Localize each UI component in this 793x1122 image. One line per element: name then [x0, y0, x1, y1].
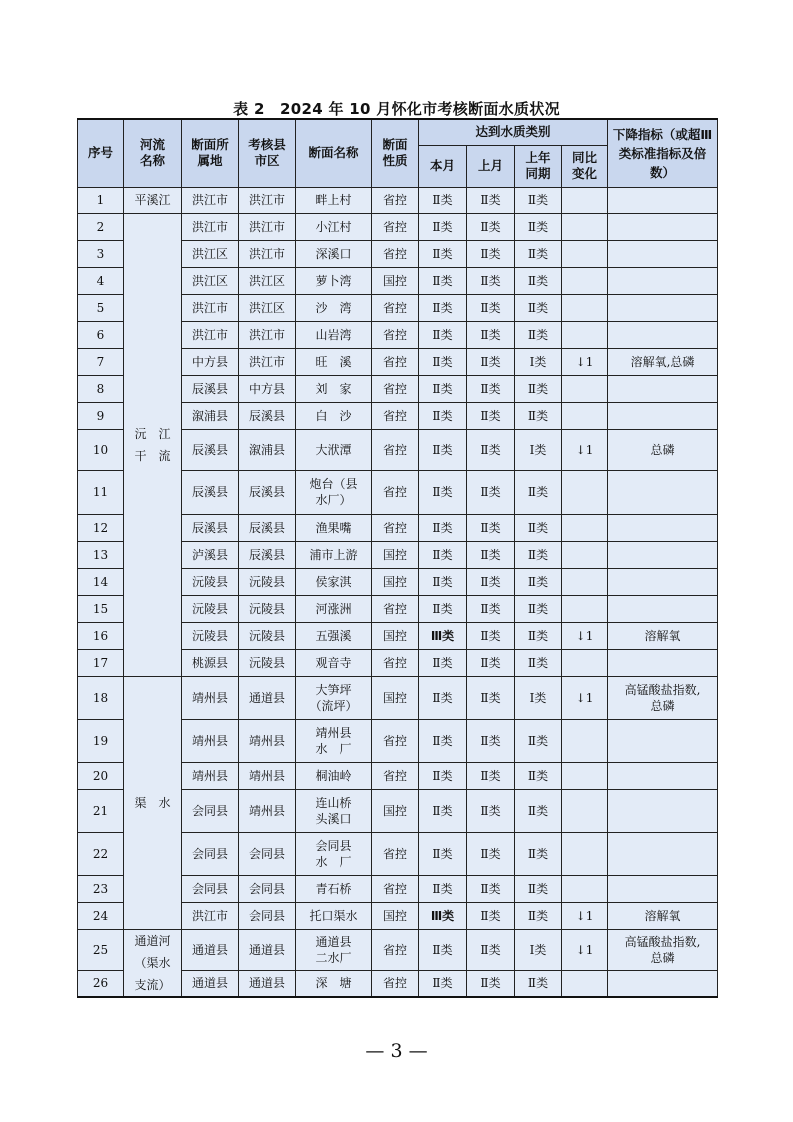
cell-seq: 3	[78, 240, 124, 267]
cell-located: 辰溪县	[182, 514, 239, 541]
cell-located: 靖州县	[182, 762, 239, 789]
cell-county: 辰溪县	[239, 514, 296, 541]
cell-nature: 国控	[372, 541, 419, 568]
cell-this-month: Ⅱ类	[419, 267, 467, 294]
cell-yoy	[562, 762, 608, 789]
cell-last-month: Ⅱ类	[467, 541, 515, 568]
cell-section: 刘 家	[296, 375, 372, 402]
header-last-year: 上年同期	[515, 145, 562, 187]
cell-last-year: Ⅱ类	[515, 875, 562, 902]
cell-nature: 省控	[372, 429, 419, 470]
header-category-group: 达到水质类别	[419, 119, 608, 145]
cell-located: 洪江区	[182, 240, 239, 267]
cell-county: 洪江区	[239, 294, 296, 321]
cell-last-month: Ⅱ类	[467, 321, 515, 348]
cell-indicator	[608, 402, 718, 429]
cell-section: 靖州县 水 厂	[296, 719, 372, 762]
cell-county: 沅陵县	[239, 595, 296, 622]
cell-county: 洪江区	[239, 267, 296, 294]
cell-river: 通道河 （渠水 支流）	[124, 929, 182, 997]
cell-nature: 省控	[372, 402, 419, 429]
cell-seq: 6	[78, 321, 124, 348]
cell-seq: 5	[78, 294, 124, 321]
cell-section: 沙 湾	[296, 294, 372, 321]
cell-last-year: Ⅰ类	[515, 676, 562, 719]
cell-last-year: Ⅱ类	[515, 294, 562, 321]
cell-last-month: Ⅱ类	[467, 267, 515, 294]
cell-indicator	[608, 649, 718, 676]
cell-section: 山岩湾	[296, 321, 372, 348]
cell-last-month: Ⅱ类	[467, 429, 515, 470]
cell-this-month: Ⅱ类	[419, 294, 467, 321]
cell-this-month: Ⅱ类	[419, 240, 467, 267]
cell-seq: 24	[78, 902, 124, 929]
cell-this-month: Ⅲ类	[419, 622, 467, 649]
cell-indicator: 溶解氧	[608, 622, 718, 649]
cell-indicator	[608, 568, 718, 595]
cell-this-month: Ⅱ类	[419, 402, 467, 429]
page-number: — 3 —	[365, 1040, 428, 1062]
cell-located: 洪江市	[182, 902, 239, 929]
cell-last-year: Ⅱ类	[515, 514, 562, 541]
cell-last-year: Ⅱ类	[515, 187, 562, 213]
cell-last-month: Ⅱ类	[467, 470, 515, 514]
cell-county: 辰溪县	[239, 470, 296, 514]
cell-section: 小江村	[296, 213, 372, 240]
cell-seq: 10	[78, 429, 124, 470]
cell-last-month: Ⅱ类	[467, 568, 515, 595]
cell-located: 沅陵县	[182, 568, 239, 595]
cell-yoy: ↓1	[562, 348, 608, 375]
cell-county: 辰溪县	[239, 402, 296, 429]
cell-section: 深溪口	[296, 240, 372, 267]
cell-county: 洪江市	[239, 240, 296, 267]
cell-located: 溆浦县	[182, 402, 239, 429]
cell-nature: 省控	[372, 375, 419, 402]
cell-located: 沅陵县	[182, 622, 239, 649]
cell-nature: 国控	[372, 902, 419, 929]
table-row	[78, 187, 718, 213]
cell-yoy	[562, 267, 608, 294]
cell-nature: 省控	[372, 321, 419, 348]
cell-last-year: Ⅱ类	[515, 970, 562, 997]
cell-last-month: Ⅱ类	[467, 649, 515, 676]
cell-this-month: Ⅱ类	[419, 514, 467, 541]
header-nature: 断面性质	[372, 119, 419, 187]
cell-yoy	[562, 187, 608, 213]
cell-nature: 省控	[372, 762, 419, 789]
cell-this-month: Ⅱ类	[419, 762, 467, 789]
cell-seq: 13	[78, 541, 124, 568]
cell-located: 辰溪县	[182, 429, 239, 470]
cell-section: 托口渠水	[296, 902, 372, 929]
cell-nature: 省控	[372, 514, 419, 541]
cell-this-month: Ⅱ类	[419, 348, 467, 375]
cell-located: 中方县	[182, 348, 239, 375]
cell-county: 洪江市	[239, 187, 296, 213]
cell-seq: 7	[78, 348, 124, 375]
cell-indicator	[608, 470, 718, 514]
cell-last-month: Ⅱ类	[467, 929, 515, 970]
cell-yoy	[562, 375, 608, 402]
cell-yoy	[562, 789, 608, 832]
cell-section: 畔上村	[296, 187, 372, 213]
cell-county: 中方县	[239, 375, 296, 402]
header-seq: 序号	[78, 119, 124, 187]
cell-indicator	[608, 789, 718, 832]
cell-section: 观音寺	[296, 649, 372, 676]
cell-located: 洪江市	[182, 294, 239, 321]
cell-this-month: Ⅱ类	[419, 375, 467, 402]
cell-seq: 23	[78, 875, 124, 902]
cell-located: 辰溪县	[182, 375, 239, 402]
header-last-month: 上月	[467, 145, 515, 187]
cell-nature: 省控	[372, 213, 419, 240]
cell-located: 靖州县	[182, 719, 239, 762]
cell-nature: 省控	[372, 875, 419, 902]
cell-indicator: 总磷	[608, 429, 718, 470]
cell-county: 沅陵县	[239, 622, 296, 649]
cell-section: 深 塘	[296, 970, 372, 997]
cell-indicator	[608, 375, 718, 402]
cell-yoy	[562, 875, 608, 902]
cell-last-year: Ⅱ类	[515, 375, 562, 402]
cell-yoy: ↓1	[562, 676, 608, 719]
cell-county: 通道县	[239, 970, 296, 997]
cell-this-month: Ⅱ类	[419, 187, 467, 213]
cell-county: 靖州县	[239, 789, 296, 832]
cell-seq: 14	[78, 568, 124, 595]
cell-last-year: Ⅱ类	[515, 832, 562, 875]
cell-yoy	[562, 213, 608, 240]
cell-county: 洪江市	[239, 213, 296, 240]
cell-county: 通道县	[239, 676, 296, 719]
cell-located: 会同县	[182, 832, 239, 875]
cell-last-year: Ⅱ类	[515, 470, 562, 514]
cell-this-month: Ⅱ类	[419, 719, 467, 762]
cell-located: 洪江市	[182, 187, 239, 213]
cell-section: 旺 溪	[296, 348, 372, 375]
cell-last-month: Ⅱ类	[467, 514, 515, 541]
cell-county: 靖州县	[239, 719, 296, 762]
header-section: 断面名称	[296, 119, 372, 187]
cell-last-month: Ⅱ类	[467, 622, 515, 649]
cell-last-year: Ⅱ类	[515, 762, 562, 789]
cell-located: 泸溪县	[182, 541, 239, 568]
cell-nature: 省控	[372, 294, 419, 321]
header-county: 考核县市区	[239, 119, 296, 187]
cell-located: 洪江市	[182, 321, 239, 348]
cell-seq: 8	[78, 375, 124, 402]
cell-section: 五强溪	[296, 622, 372, 649]
cell-last-year: Ⅱ类	[515, 267, 562, 294]
cell-indicator	[608, 762, 718, 789]
cell-seq: 22	[78, 832, 124, 875]
cell-last-month: Ⅱ类	[467, 595, 515, 622]
cell-county: 会同县	[239, 875, 296, 902]
water-quality-table	[77, 118, 718, 998]
cell-last-year: Ⅱ类	[515, 719, 562, 762]
cell-seq: 17	[78, 649, 124, 676]
cell-nature: 省控	[372, 470, 419, 514]
cell-last-month: Ⅱ类	[467, 762, 515, 789]
cell-yoy	[562, 649, 608, 676]
cell-last-year: Ⅱ类	[515, 213, 562, 240]
cell-river: 平溪江	[124, 187, 182, 213]
cell-yoy	[562, 294, 608, 321]
cell-seq: 21	[78, 789, 124, 832]
cell-yoy	[562, 470, 608, 514]
cell-county: 沅陵县	[239, 568, 296, 595]
header-yoy: 同比变化	[562, 145, 608, 187]
table-row	[78, 676, 718, 719]
cell-last-month: Ⅱ类	[467, 187, 515, 213]
cell-yoy	[562, 321, 608, 348]
cell-seq: 16	[78, 622, 124, 649]
cell-seq: 20	[78, 762, 124, 789]
cell-last-month: Ⅱ类	[467, 348, 515, 375]
cell-last-year: Ⅱ类	[515, 568, 562, 595]
cell-yoy	[562, 240, 608, 267]
cell-last-year: Ⅱ类	[515, 321, 562, 348]
cell-seq: 1	[78, 187, 124, 213]
cell-indicator	[608, 832, 718, 875]
cell-seq: 25	[78, 929, 124, 970]
cell-indicator	[608, 294, 718, 321]
cell-county: 通道县	[239, 929, 296, 970]
cell-located: 桃源县	[182, 649, 239, 676]
cell-last-year: Ⅰ类	[515, 929, 562, 970]
cell-this-month: Ⅱ类	[419, 832, 467, 875]
table-title: 表 2 2024 年 10 月怀化市考核断面水质状况	[233, 100, 560, 118]
cell-this-month: Ⅱ类	[419, 213, 467, 240]
cell-county: 辰溪县	[239, 541, 296, 568]
cell-indicator	[608, 595, 718, 622]
cell-nature: 省控	[372, 970, 419, 997]
cell-county: 会同县	[239, 902, 296, 929]
cell-indicator	[608, 213, 718, 240]
cell-last-year: Ⅰ类	[515, 348, 562, 375]
cell-last-month: Ⅱ类	[467, 402, 515, 429]
cell-last-month: Ⅱ类	[467, 294, 515, 321]
header-this-month: 本月	[419, 145, 467, 187]
cell-located: 通道县	[182, 970, 239, 997]
cell-section: 河涨洲	[296, 595, 372, 622]
cell-this-month: Ⅱ类	[419, 970, 467, 997]
cell-section: 白 沙	[296, 402, 372, 429]
table-body	[78, 187, 718, 997]
cell-last-month: Ⅱ类	[467, 902, 515, 929]
cell-yoy: ↓1	[562, 622, 608, 649]
cell-indicator	[608, 267, 718, 294]
cell-indicator: 高锰酸盐指数, 总磷	[608, 929, 718, 970]
cell-last-month: Ⅱ类	[467, 970, 515, 997]
cell-last-year: Ⅰ类	[515, 429, 562, 470]
cell-located: 通道县	[182, 929, 239, 970]
table-row	[78, 213, 718, 240]
cell-this-month: Ⅱ类	[419, 541, 467, 568]
cell-nature: 省控	[372, 240, 419, 267]
cell-section: 大笋坪 （流坪）	[296, 676, 372, 719]
cell-county: 靖州县	[239, 762, 296, 789]
cell-last-month: Ⅱ类	[467, 719, 515, 762]
cell-located: 靖州县	[182, 676, 239, 719]
cell-nature: 国控	[372, 789, 419, 832]
cell-section: 通道县 二水厂	[296, 929, 372, 970]
cell-indicator: 高锰酸盐指数, 总磷	[608, 676, 718, 719]
cell-indicator	[608, 187, 718, 213]
cell-last-year: Ⅱ类	[515, 541, 562, 568]
cell-nature: 省控	[372, 348, 419, 375]
cell-indicator	[608, 321, 718, 348]
cell-nature: 省控	[372, 595, 419, 622]
cell-seq: 12	[78, 514, 124, 541]
cell-yoy	[562, 719, 608, 762]
cell-section: 浦市上游	[296, 541, 372, 568]
cell-yoy	[562, 514, 608, 541]
cell-this-month: Ⅱ类	[419, 875, 467, 902]
cell-this-month: Ⅱ类	[419, 595, 467, 622]
cell-nature: 国控	[372, 676, 419, 719]
table-header	[78, 119, 718, 187]
cell-this-month: Ⅱ类	[419, 789, 467, 832]
header-indicator: 下降指标（或超Ⅲ类标准指标及倍数）	[608, 119, 718, 187]
cell-nature: 国控	[372, 568, 419, 595]
cell-nature: 省控	[372, 832, 419, 875]
cell-indicator	[608, 514, 718, 541]
cell-yoy: ↓1	[562, 902, 608, 929]
cell-last-month: Ⅱ类	[467, 832, 515, 875]
cell-indicator: 溶解氧	[608, 902, 718, 929]
table-row	[78, 929, 718, 970]
cell-located: 会同县	[182, 875, 239, 902]
cell-seq: 11	[78, 470, 124, 514]
cell-nature: 国控	[372, 622, 419, 649]
cell-last-year: Ⅱ类	[515, 622, 562, 649]
cell-section: 会同县 水 厂	[296, 832, 372, 875]
cell-section: 萝卜湾	[296, 267, 372, 294]
cell-river: 沅 江 干 流	[124, 213, 182, 676]
cell-section: 侯家淇	[296, 568, 372, 595]
cell-seq: 18	[78, 676, 124, 719]
cell-river: 渠 水	[124, 676, 182, 929]
cell-nature: 省控	[372, 649, 419, 676]
cell-located: 洪江区	[182, 267, 239, 294]
cell-section: 连山桥 头溪口	[296, 789, 372, 832]
cell-last-year: Ⅱ类	[515, 402, 562, 429]
header-located: 断面所属地	[182, 119, 239, 187]
cell-indicator	[608, 875, 718, 902]
cell-this-month: Ⅱ类	[419, 321, 467, 348]
cell-this-month: Ⅱ类	[419, 568, 467, 595]
cell-last-year: Ⅱ类	[515, 240, 562, 267]
cell-seq: 9	[78, 402, 124, 429]
cell-yoy	[562, 832, 608, 875]
cell-yoy	[562, 541, 608, 568]
cell-last-month: Ⅱ类	[467, 213, 515, 240]
cell-county: 会同县	[239, 832, 296, 875]
cell-section: 渔果嘴	[296, 514, 372, 541]
cell-located: 会同县	[182, 789, 239, 832]
cell-seq: 2	[78, 213, 124, 240]
cell-section: 桐油岭	[296, 762, 372, 789]
cell-nature: 省控	[372, 187, 419, 213]
cell-indicator: 溶解氧,总磷	[608, 348, 718, 375]
cell-section: 炮台（县 水厂）	[296, 470, 372, 514]
cell-nature: 省控	[372, 719, 419, 762]
cell-this-month: Ⅱ类	[419, 676, 467, 719]
cell-seq: 26	[78, 970, 124, 997]
cell-this-month: Ⅱ类	[419, 929, 467, 970]
cell-seq: 4	[78, 267, 124, 294]
cell-seq: 19	[78, 719, 124, 762]
cell-yoy: ↓1	[562, 429, 608, 470]
cell-last-year: Ⅱ类	[515, 649, 562, 676]
cell-located: 辰溪县	[182, 470, 239, 514]
cell-indicator	[608, 240, 718, 267]
cell-county: 洪江市	[239, 348, 296, 375]
cell-last-month: Ⅱ类	[467, 875, 515, 902]
cell-county: 溆浦县	[239, 429, 296, 470]
cell-this-month: Ⅲ类	[419, 902, 467, 929]
cell-county: 沅陵县	[239, 649, 296, 676]
cell-last-month: Ⅱ类	[467, 789, 515, 832]
cell-located: 洪江市	[182, 213, 239, 240]
cell-county: 洪江市	[239, 321, 296, 348]
cell-indicator	[608, 970, 718, 997]
cell-last-year: Ⅱ类	[515, 595, 562, 622]
cell-located: 沅陵县	[182, 595, 239, 622]
cell-yoy	[562, 402, 608, 429]
cell-yoy	[562, 970, 608, 997]
cell-last-month: Ⅱ类	[467, 240, 515, 267]
cell-nature: 省控	[372, 929, 419, 970]
cell-last-month: Ⅱ类	[467, 676, 515, 719]
cell-last-month: Ⅱ类	[467, 375, 515, 402]
header-river: 河流名称	[124, 119, 182, 187]
cell-this-month: Ⅱ类	[419, 429, 467, 470]
cell-yoy: ↓1	[562, 929, 608, 970]
cell-yoy	[562, 568, 608, 595]
cell-indicator	[608, 541, 718, 568]
cell-this-month: Ⅱ类	[419, 649, 467, 676]
cell-seq: 15	[78, 595, 124, 622]
cell-last-year: Ⅱ类	[515, 789, 562, 832]
cell-last-year: Ⅱ类	[515, 902, 562, 929]
cell-indicator	[608, 719, 718, 762]
cell-yoy	[562, 595, 608, 622]
cell-section: 青石桥	[296, 875, 372, 902]
cell-this-month: Ⅱ类	[419, 470, 467, 514]
cell-nature: 国控	[372, 267, 419, 294]
cell-section: 大洑潭	[296, 429, 372, 470]
